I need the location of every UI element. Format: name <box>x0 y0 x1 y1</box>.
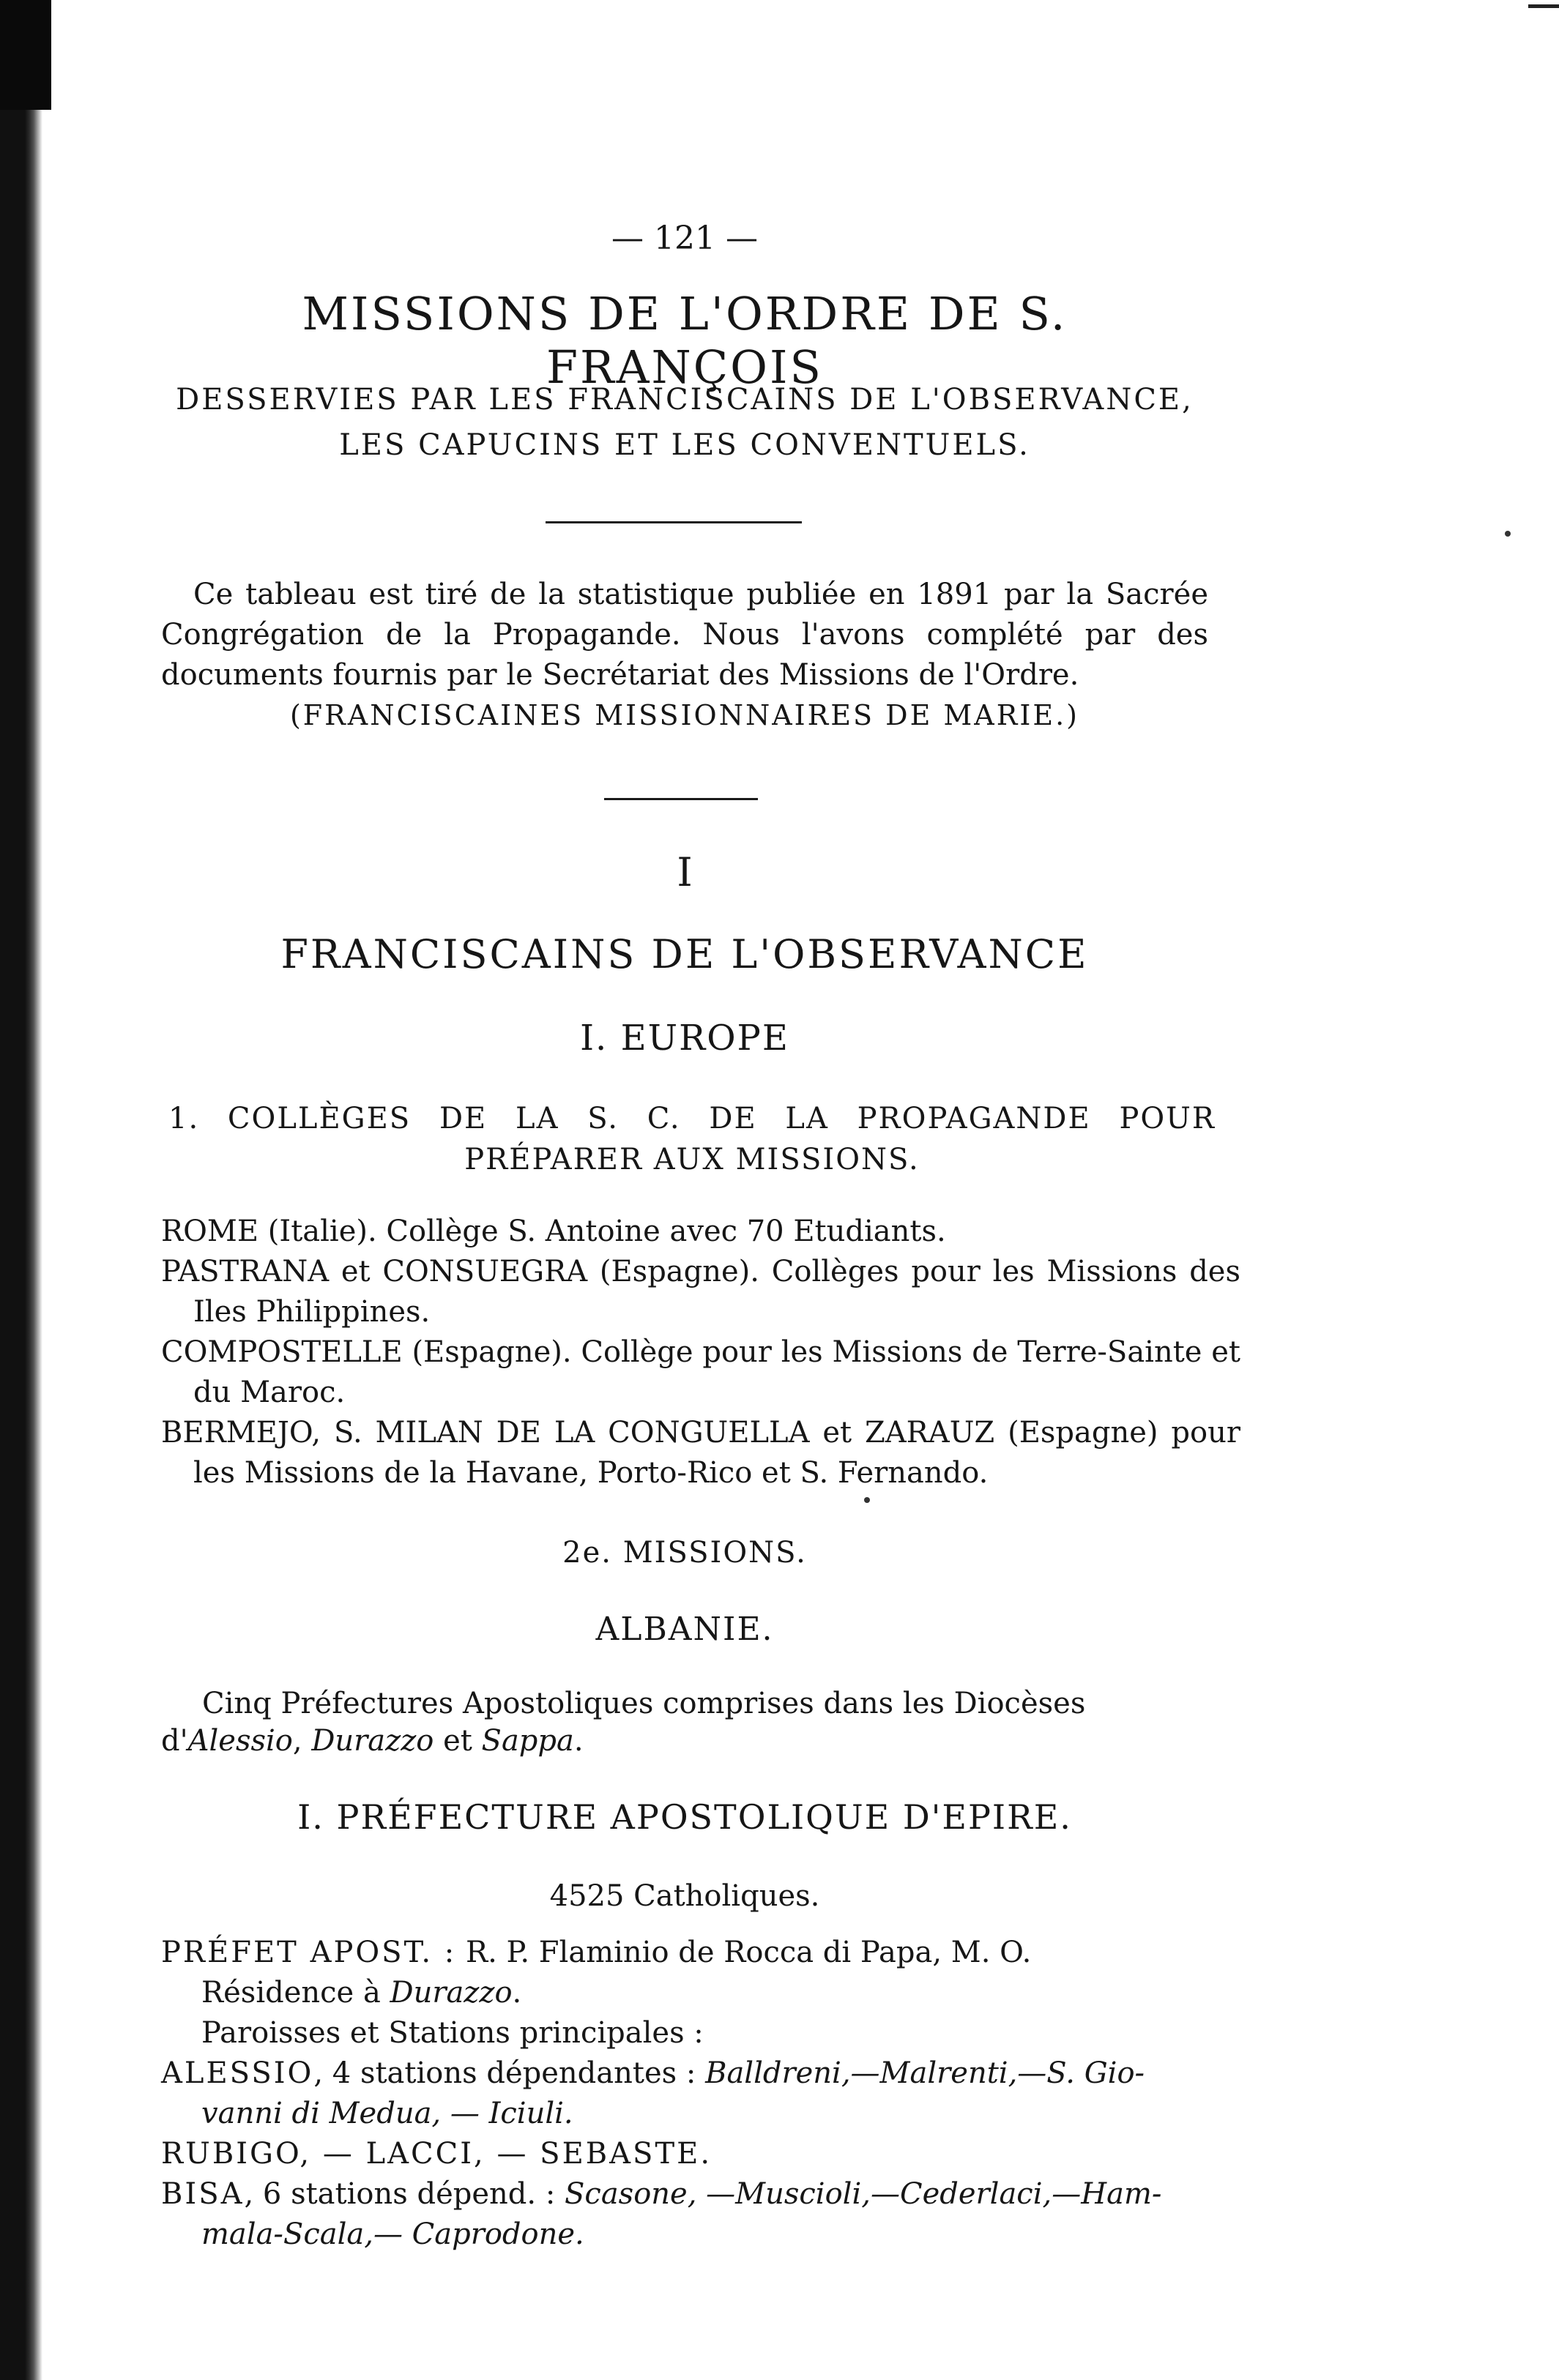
bisa-name: BISA <box>161 2177 245 2211</box>
alessio-desc: , 4 stations dépendantes : <box>313 2056 706 2090</box>
speck <box>1505 531 1511 537</box>
speck <box>864 1497 870 1503</box>
source-credit: (FRANCISCAINES MISSIONNAIRES DE MARIE.) <box>289 699 1080 731</box>
college-entry-compostelle: COMPOSTELLE (Espagne). Collège pour les Missions de Terre-Sainte et du Maroc. <box>161 1335 1240 1409</box>
section-title: FRANCISCAINS DE L'OBSERVANCE <box>280 931 1089 977</box>
divider-rule <box>604 798 758 800</box>
colleges-heading: 1. COLLÈGES DE LA S. C. DE LA PROPAGANDE POUR PRÉPARER AUX MISSIONS. <box>168 1102 1216 1176</box>
dioceses-prefix: d' <box>161 1724 188 1758</box>
bisa-stations-cont: mala-Scala,— Caprodone. <box>201 2217 584 2251</box>
residence-end: . <box>512 1976 522 2010</box>
corner-mark <box>1528 4 1559 8</box>
subtitle-line-1: DESSERVIES PAR LES FRANCISCAINS DE L'OBSERVANCE, <box>176 383 1194 417</box>
prefet-label: PRÉFET APOST. : <box>161 1936 457 1969</box>
paroisses-line: Paroisses et Stations principales : <box>201 2016 704 2050</box>
albanie-intro: Cinq Préfectures Apostoliques comprises dans les Diocèses <box>202 1687 1086 1720</box>
dioceses-sep: et <box>434 1724 482 1758</box>
catholiques-count: 4525 Catholiques. <box>549 1879 820 1913</box>
alessio-name: ALESSIO <box>161 2056 314 2090</box>
dioceses-line <box>161 1724 1208 1758</box>
residence-line <box>201 1973 1208 2013</box>
part-numeral: I <box>677 849 693 895</box>
subtitle-line-2: LES CAPUCINS ET LES CONVENTUELS. <box>339 428 1030 462</box>
bisa-line <box>161 2174 1208 2215</box>
prefet-line <box>161 1933 1208 1973</box>
book-spine-shadow <box>0 0 42 2380</box>
page-title: MISSIONS DE L'ORDRE DE S. FRANÇOIS <box>302 287 1068 394</box>
bisa-desc: , 6 stations dépend. : <box>244 2177 565 2211</box>
dioceses-end: . <box>573 1724 584 1758</box>
europe-heading: I. EUROPE <box>580 1018 789 1059</box>
book-spine-top <box>0 0 51 110</box>
alessio-stations: Balldreni,—Malrenti,—S. Gio- <box>705 2056 1145 2090</box>
divider-rule <box>546 521 802 523</box>
college-entry-rome: ROME (Italie). Collège S. Antoine avec 70 Etudiants. <box>161 1215 946 1248</box>
missions-heading: 2e. MISSIONS. <box>562 1536 807 1570</box>
prefet-name: R. P. Flaminio de Rocca di Papa, M. O. <box>456 1936 1032 1969</box>
rubigo-line: RUBIGO, — LACCI, — SEBASTE. <box>161 2137 712 2171</box>
intro-paragraph: Ce tableau est tiré de la statistique publiée en 1891 par la Sacrée Congrégation de la Propagande. Nous l'avons complété par des documents fournis par le Secrétariat des Missions de l'Ordre. <box>161 578 1208 692</box>
diocese-durazzo: Durazzo <box>311 1724 434 1758</box>
page-subtitle <box>161 377 1208 468</box>
diocese-sappa: Sappa <box>481 1724 574 1758</box>
diocese-alessio: Alessio <box>187 1724 293 1758</box>
college-entry-pastrana: PASTRANA et CONSUEGRA (Espagne). Collèges pour les Missions des Iles Philippines. <box>161 1255 1240 1329</box>
albanie-heading: ALBANIE. <box>595 1611 774 1648</box>
dioceses-sep: , <box>292 1724 312 1758</box>
residence-place: Durazzo <box>390 1976 513 2010</box>
college-entry-bermejo: BERMEJO, S. MILAN DE LA CONGUELLA et ZARAUZ (Espagne) pour les Missions de la Havane, Porto-Rico et S. Fernando. <box>161 1416 1240 1490</box>
residence-label: Résidence à <box>201 1976 390 2010</box>
alessio-line <box>161 2053 1208 2094</box>
prefecture-heading: I. PRÉFECTURE APOSTOLIQUE D'EPIRE. <box>297 1797 1072 1837</box>
alessio-stations-cont: vanni di Medua, — Iciuli. <box>201 2097 573 2130</box>
bisa-stations: Scasone, —Muscioli,—Cederlaci,—Ham- <box>565 2177 1162 2211</box>
page-number: — 121 — <box>611 220 758 257</box>
